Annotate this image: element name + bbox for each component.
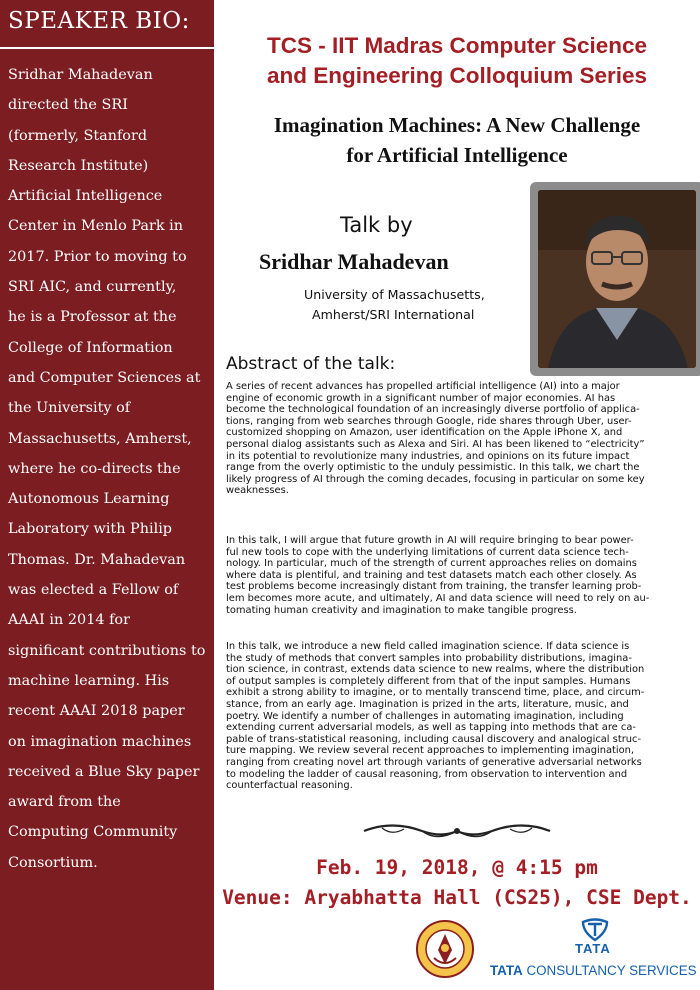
abstract-line: personal dialog assistants such as Alexa and Siri. AI has been likened to “electricity” bbox=[226, 438, 645, 450]
talk-title-line-2: for Artificial Intelligence bbox=[346, 143, 568, 167]
abstract-line: extending current adversarial models, as well as tapping into methods that are ca- bbox=[226, 722, 636, 734]
tata-logo-icon bbox=[580, 918, 610, 942]
bio-line: Thomas. Dr. Mahadevan bbox=[8, 551, 186, 568]
abstract-line: poetry. We identify a number of challenges in automating imagination, including bbox=[226, 710, 624, 722]
abstract-line: In this talk, I will argue that future growth in AI will require bringing to bear power- bbox=[226, 535, 634, 546]
abstract-paragraph-1 bbox=[226, 381, 692, 497]
tata-wordmark: TATA bbox=[575, 941, 611, 956]
abstract-line: tion science, in contrast, extends data science to new realms, where the distribution bbox=[226, 664, 645, 676]
bio-line: significant contributions to bbox=[8, 642, 206, 659]
abstract-paragraph-3 bbox=[226, 641, 692, 792]
abstract-paragraph-2 bbox=[226, 535, 692, 616]
abstract-line: become the technological foundation of an increasingly diverse portfolio of applica- bbox=[226, 404, 640, 416]
bio-line: Computing Community bbox=[8, 824, 178, 841]
abstract-line: ful new tools to cope with the underlying limitations of current data science tech- bbox=[226, 546, 629, 558]
series-title-line-1: TCS - IIT Madras Computer Science bbox=[266, 33, 648, 58]
abstract-line: likely progress of AI through the coming decades, focusing in particular on some key bbox=[226, 473, 645, 485]
bio-line: Artificial Intelligence bbox=[8, 188, 163, 205]
event-date: Feb. 19, 2018, @ 4:15 pm bbox=[316, 856, 598, 879]
abstract-line: of output samples is completely different from that of the input samples. Humans bbox=[226, 675, 631, 687]
speaker-photo bbox=[538, 190, 696, 368]
bio-line: he is a Professor at the bbox=[8, 309, 177, 326]
bio-line: Autonomous Learning bbox=[8, 491, 170, 508]
tcs-wordmark-bold: TATA bbox=[490, 963, 523, 978]
bio-line: the University of bbox=[8, 400, 131, 417]
abstract-line: A series of recent advances has propelled artificial intelligence (AI) into a major bbox=[226, 381, 620, 392]
bio-line: Sridhar Mahadevan bbox=[8, 67, 153, 83]
abstract-line: In this talk, we introduce a new field called imagination science. If data science is bbox=[226, 641, 630, 652]
abstract-line: exhibit a strong ability to imagine, or to mentally transcend time, place, and circum- bbox=[226, 687, 645, 699]
speaker-name: Sridhar Mahadevan bbox=[259, 249, 449, 274]
speaker-affiliation-line-2: Amherst/SRI International bbox=[312, 307, 475, 322]
poster-main bbox=[214, 0, 700, 990]
bio-line: Laboratory with Philip bbox=[8, 521, 173, 538]
abstract-line: ranging from creating novel art through variants of generative adversarial networks bbox=[226, 756, 642, 768]
bio-line: SRI AIC, and currently, bbox=[8, 279, 177, 296]
bio-line: on imagination machines bbox=[8, 733, 192, 750]
bio-line: Center in Menlo Park in bbox=[8, 218, 184, 235]
speaker-bio-heading: SPEAKER BIO: bbox=[8, 8, 190, 34]
speaker-photo-frame bbox=[530, 182, 700, 376]
talk-by-label: Talk by bbox=[340, 213, 413, 237]
talk-title-line-1: Imagination Machines: A New Challenge bbox=[273, 113, 641, 137]
bio-line: Consortium. bbox=[8, 854, 98, 871]
bio-line: received a Blue Sky paper bbox=[8, 763, 200, 780]
iit-madras-logo-icon bbox=[416, 920, 474, 978]
bio-line: where he co-directs the bbox=[8, 460, 181, 477]
bio-line: directed the SRI bbox=[8, 97, 128, 114]
speaker-bio-sidebar bbox=[0, 0, 214, 990]
abstract-line: the study of methods that convert samples into probability distributions, imagina- bbox=[226, 652, 632, 664]
abstract-line: counterfactual reasoning. bbox=[226, 780, 353, 792]
bio-line: Massachusetts, Amherst, bbox=[8, 430, 192, 447]
abstract-line: weaknesses. bbox=[226, 485, 289, 497]
sidebar-divider bbox=[0, 47, 214, 49]
abstract-line: customized shopping on Amazon, user identification on the Apple iPhone X, and bbox=[226, 427, 623, 439]
bio-line: AAAI in 2014 for bbox=[8, 612, 130, 629]
abstract-line: tions, ranging from web searches through Google, ride shares through Uber, user- bbox=[226, 415, 632, 427]
decorative-flourish-icon bbox=[362, 818, 552, 844]
abstract-line: pable of trans-statistical reasoning, including causal discovery and analogical struc- bbox=[226, 733, 642, 745]
tcs-wordmark-rest: CONSULTANCY SERVICES bbox=[522, 963, 697, 978]
bio-line: 2017. Prior to moving to bbox=[8, 248, 187, 265]
abstract-line: stance, from an early age. Imagination is prized in the arts, literature, music, and bbox=[226, 698, 629, 710]
abstract-line: to modeling the ladder of causal reasoning, from observation to intervention and bbox=[226, 768, 628, 780]
speaker-bio-text bbox=[8, 60, 214, 878]
abstract-line: test problems become increasingly distant from training, the transfer learning prob- bbox=[226, 581, 642, 593]
abstract-heading: Abstract of the talk: bbox=[226, 354, 396, 374]
abstract-line: tomating human creativity and imagination to make tangible progress. bbox=[226, 604, 577, 616]
bio-line: (formerly, Stanford bbox=[8, 127, 148, 144]
speaker-affiliation-line-1: University of Massachusetts, bbox=[304, 287, 485, 302]
bio-line: was elected a Fellow of bbox=[8, 582, 179, 599]
abstract-line: ture mapping. We review several recent approaches to implementing imagination, bbox=[226, 745, 635, 757]
bio-line: award from the bbox=[8, 794, 121, 811]
abstract-line: in its potential to revolutionize many industries, and opinions on its future impact bbox=[226, 450, 630, 462]
abstract-line: where data is plentiful, and training and test datasets match each other closely. As bbox=[226, 569, 637, 581]
bio-line: College of Information bbox=[8, 339, 173, 356]
bio-line: Research Institute) bbox=[8, 157, 149, 174]
tcs-wordmark bbox=[490, 963, 697, 978]
bio-line: recent AAAI 2018 paper bbox=[8, 703, 185, 720]
abstract-line: range from the overly optimistic to the unduly pessimistic. In this talk, we chart the bbox=[226, 462, 640, 474]
bio-line: and Computer Sciences at bbox=[8, 369, 201, 386]
abstract-line: engine of economic growth in a significant number of major economies. AI has bbox=[226, 392, 616, 404]
abstract-line: nology. In particular, much of the strength of current approaches relies on domains bbox=[226, 558, 637, 570]
abstract-line: lem becomes more acute, and ultimately, AI and data science will need to rely on au- bbox=[226, 592, 650, 604]
bio-line: machine learning. His bbox=[8, 672, 170, 689]
event-venue: Venue: Aryabhatta Hall (CS25), CSE Dept. bbox=[222, 886, 692, 909]
series-title-line-2: and Engineering Colloquium Series bbox=[266, 63, 648, 88]
